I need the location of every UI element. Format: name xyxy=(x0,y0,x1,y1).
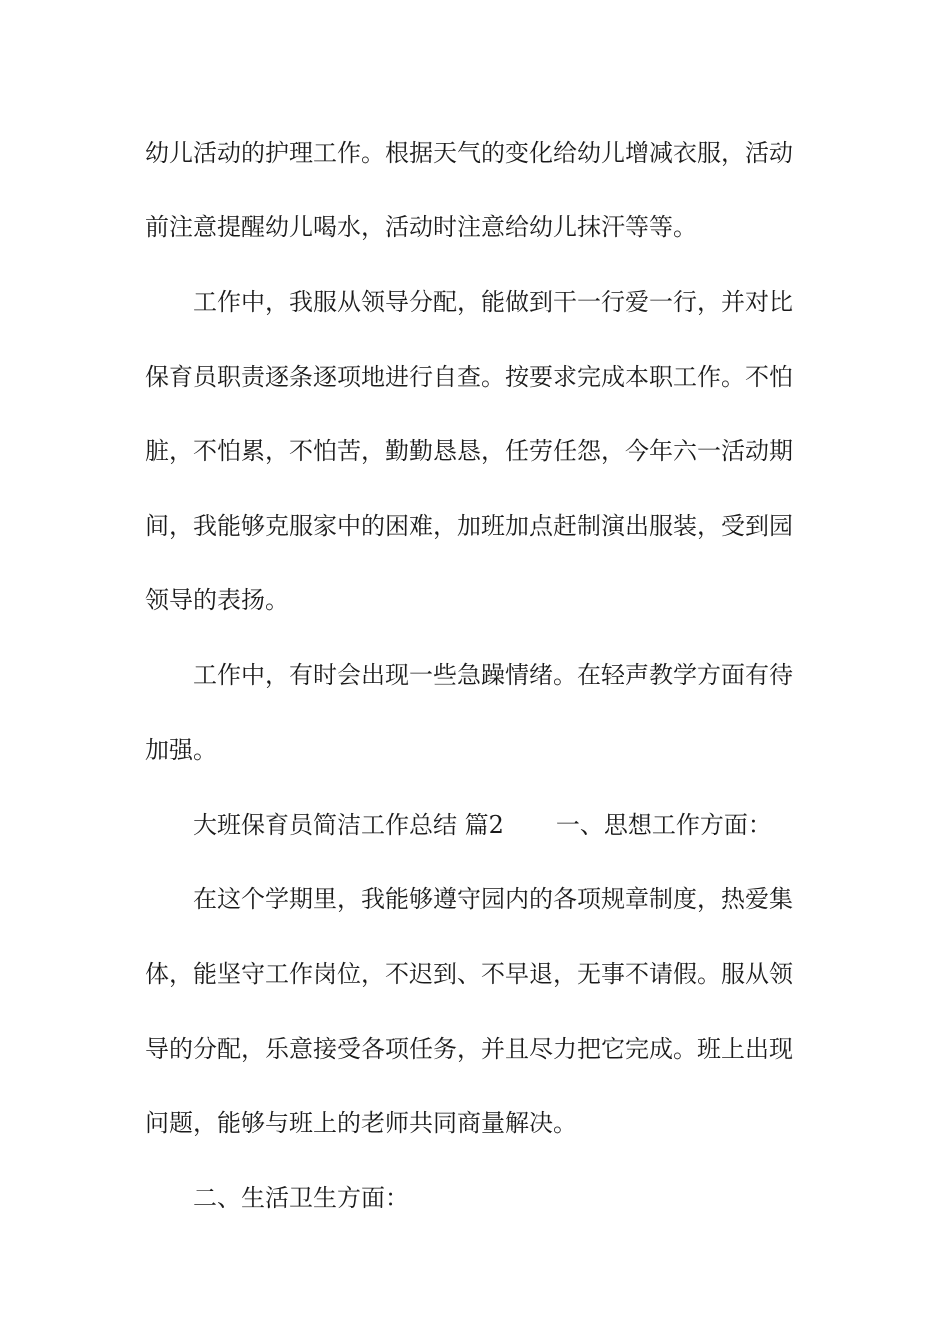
text-line: 体，能坚守工作岗位，不迟到、不早退，无事不请假。服从领 xyxy=(145,960,793,988)
text-line: 问题，能够与班上的老师共同商量解决。 xyxy=(145,1109,577,1137)
paragraph-first-line: 工作中，我服从领导分配，能做到干一行爱一行，并对比 xyxy=(193,288,793,316)
article-title: 大班保育员简洁工作总结 篇2 xyxy=(193,811,504,839)
section-heading: 一、思想工作方面： xyxy=(555,811,772,839)
text-line: 保育员职责逐条逐项地进行自查。按要求完成本职工作。不怕 xyxy=(145,363,793,391)
text-line: 领导的表扬。 xyxy=(145,586,289,614)
text-line: 脏，不怕累，不怕苦，勤勤恳恳，任劳任怨，今年六一活动期 xyxy=(145,437,793,465)
text-line: 导的分配，乐意接受各项任务，并且尽力把它完成。班上出现 xyxy=(145,1035,793,1063)
paragraph-first-line: 在这个学期里，我能够遵守园内的各项规章制度，热爱集 xyxy=(193,885,793,913)
text-line: 间，我能够克服家中的困难，加班加点赶制演出服装，受到园 xyxy=(145,512,793,540)
section-heading: 二、生活卫生方面： xyxy=(193,1184,409,1212)
text-line: 加强。 xyxy=(145,736,217,764)
paragraph-first-line: 工作中，有时会出现一些急躁情绪。在轻声教学方面有待 xyxy=(193,661,793,689)
text-line: 前注意提醒幼儿喝水，活动时注意给幼儿抹汗等等。 xyxy=(145,213,697,241)
text-line: 幼儿活动的护理工作。根据天气的变化给幼儿增减衣服，活动 xyxy=(145,139,793,167)
section-heading-line xyxy=(193,810,772,840)
